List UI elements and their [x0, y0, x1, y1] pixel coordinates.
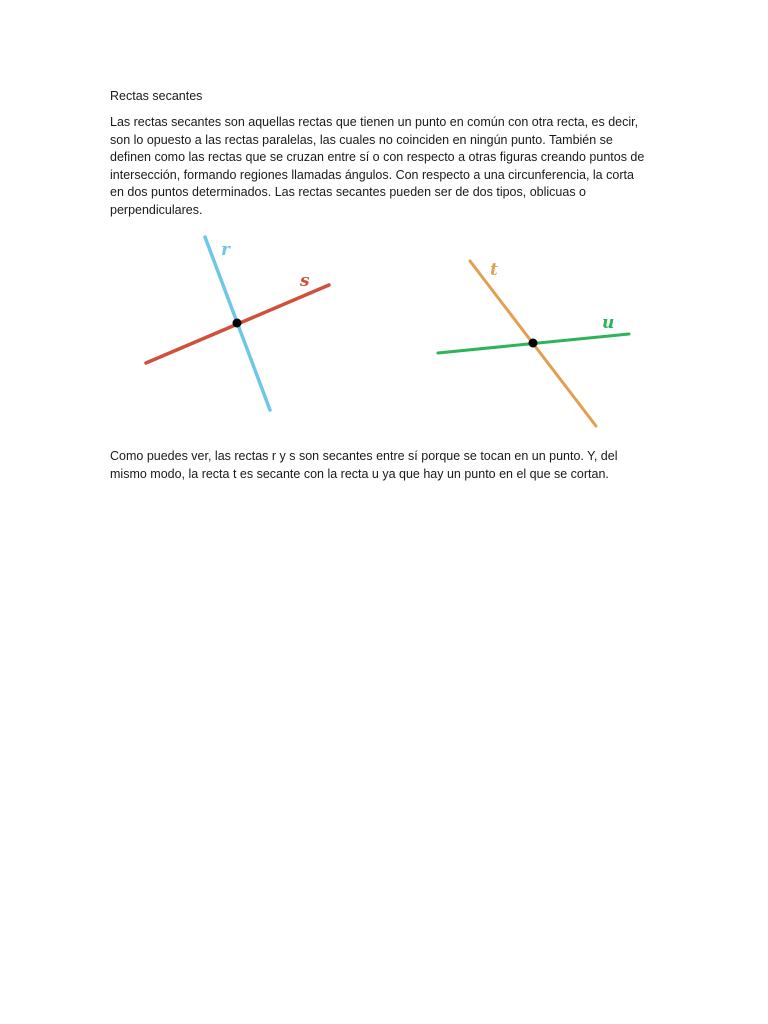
label-s: s	[300, 271, 310, 291]
explanation-paragraph: Como puedes ver, las rectas r y s son secantes entre sí porque se tocan en un punto. Y, del mismo modo, la recta t es secante con la recta u ya que hay un punto en el que se cortan.	[110, 449, 618, 481]
secant-lines-figure	[0, 225, 768, 440]
label-u: u	[602, 313, 615, 333]
label-r: r	[221, 240, 230, 260]
document-title: Rectas secantes	[110, 89, 203, 103]
left-diagram	[146, 237, 329, 410]
intersection-point-tu	[529, 339, 538, 348]
intersection-point-rs	[233, 319, 242, 328]
secant-lines-diagram	[0, 225, 768, 440]
right-diagram	[438, 260, 629, 426]
label-t: t	[490, 260, 498, 280]
intro-paragraph: Las rectas secantes son aquellas rectas que tienen un punto en común con otra recta, es decir, son lo opuesto a las rectas paralelas, las cuales no coinciden en ningún punto. También se definen como las rectas que se cruzan entre sí o con respecto a otras figuras creando puntos de intersección, formando regiones llamadas ángulos. Con respecto a una circunferencia, la corta en dos puntos determinados. Las rectas secantes pueden ser de dos tipos, oblicuas o perpendiculares.	[110, 115, 645, 217]
